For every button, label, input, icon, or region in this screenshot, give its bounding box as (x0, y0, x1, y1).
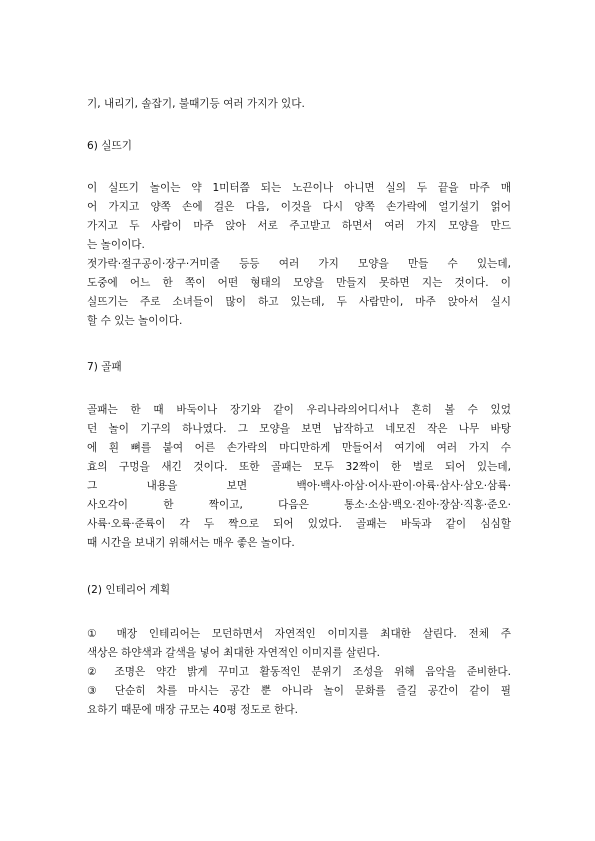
paragraph-line: 어 가지고 양쪽 손에 걸은 다음, 이것을 다시 양쪽 손가락에 얼기설기 얽어 (87, 201, 511, 213)
paragraph-line: 때 시간을 보내기 위해서는 매우 좋은 놀이다. (87, 537, 295, 549)
paragraph-line: 골패는 한 때 바둑이나 장기와 같이 우리나라의어디서나 흔히 볼 수 있었 (87, 404, 511, 416)
paragraph-line: 젓가락·절구공이·장구·거미줄 등등 여러 가지 모양을 만들 수 있는데, (87, 258, 511, 270)
list-item-line: 색상은 하얀색과 갈색을 넣어 최대한 자연적인 이미지를 살린다. (87, 647, 381, 659)
paragraph-line: 사오각이 한 짝이고, 다음은 통소·소삼·백오·진아·장삼·직홍·준오· (87, 499, 511, 511)
list-item-line: ② 조명은 약간 밝게 꾸미고 활동적인 분위기 조성을 위해 음악을 준비한다. (87, 666, 511, 678)
paragraph-line: 던 놀이 기구의 하나였다. 그 모양을 보면 납작하고 네모진 작은 나무 바탕 (87, 423, 511, 435)
paragraph-line: 효의 구멍을 새긴 것이다. 또한 골패는 모두 32짝이 한 벌로 되어 있는데, (87, 461, 511, 473)
section-heading-golpae: 7) 골패 (87, 361, 122, 373)
paragraph-line: 할 수 있는 놀이이다. (87, 315, 183, 327)
paragraph-line: 실뜨기는 주로 소녀들이 많이 하고 있는데, 두 사람만이, 마주 앉아서 실시 (87, 296, 511, 308)
list-item-line: 요하기 때문에 매장 규모는 40평 정도로 한다. (87, 704, 299, 716)
list-item-line: ③ 단순히 차를 마시는 공간 뿐 아니라 놀이 문화를 즐길 공간이 같이 필 (87, 685, 511, 697)
paragraph-line: 사륙·오륙·준륙이 각 두 짝으로 되어 있었다. 골패는 바둑과 같이 심심할 (87, 518, 511, 530)
intro-line: 기, 내리기, 솔잡기, 불때기등 여러 가지가 있다. (87, 98, 305, 110)
section-heading-interior-plan: (2) 인테리어 계획 (87, 584, 171, 596)
paragraph-line: 그 내용을 보면 백아·백사·아삼·어사·판이·아륙·삼사·삼오·삼륙· (87, 480, 511, 492)
section-heading-silddeugi: 6) 실뜨기 (87, 140, 132, 152)
paragraph-line: 도중에 어느 한 쪽이 어떤 형태의 모양을 만들지 못하면 지는 것이다. 이 (87, 277, 511, 289)
paragraph-line: 는 놀이이다. (87, 239, 145, 251)
paragraph-line: 에 흰 뼈를 붙여 어른 손가락의 마디만하게 만들어서 여기에 여러 가지 수 (87, 442, 511, 454)
list-item-line: ① 매장 인테리어는 모던하면서 자연적인 이미지를 최대한 살린다. 전체 주 (87, 628, 511, 640)
paragraph-line: 이 실뜨기 놀이는 약 1미터쯤 되는 노끈이나 아니면 실의 두 끝을 마주 매 (87, 182, 511, 194)
paragraph-line: 가지고 두 사람이 마주 앉아 서로 주고받고 하면서 여러 가지 모양을 만드 (87, 220, 511, 232)
